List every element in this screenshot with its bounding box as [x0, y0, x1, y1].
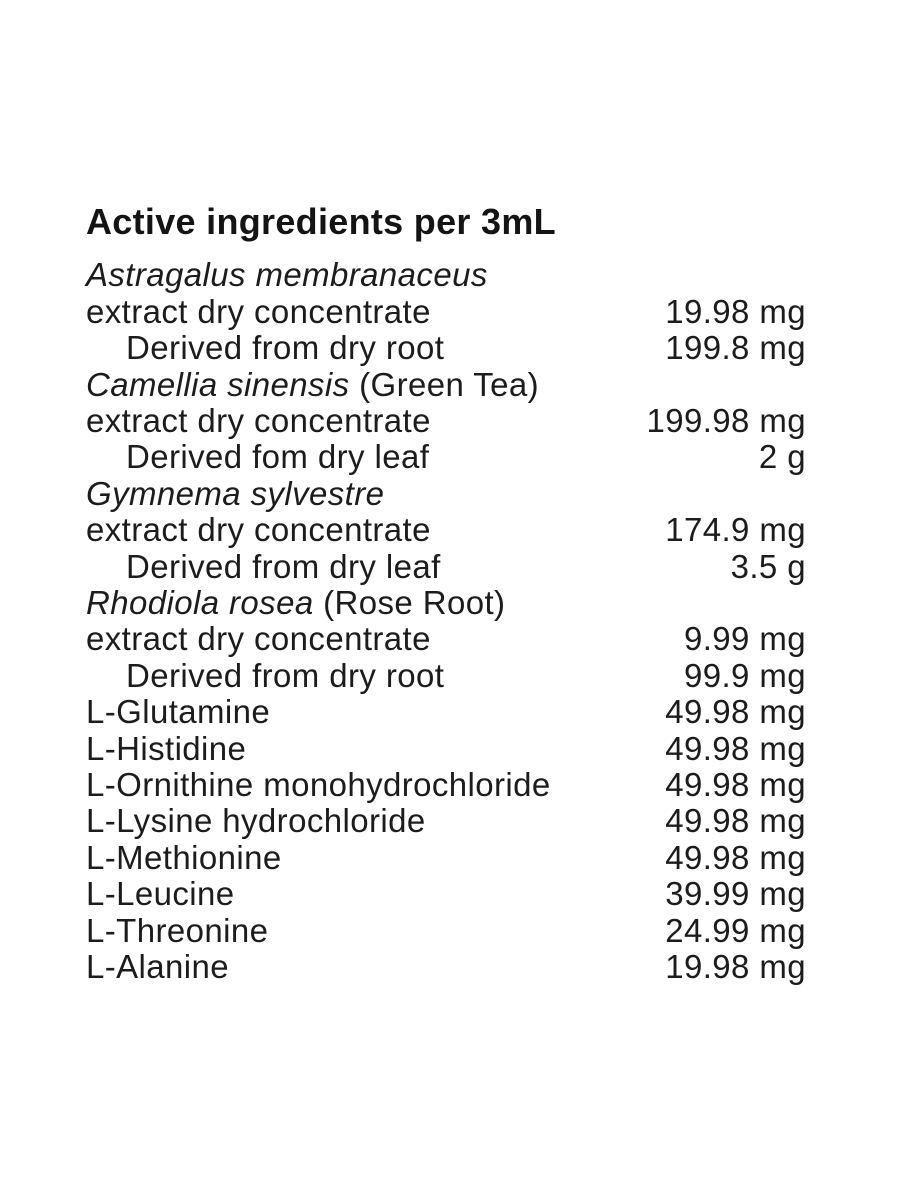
ingredient-name: [86, 621, 431, 657]
ingredient-name-text: Derived fom dry leaf: [126, 438, 430, 476]
ingredient-name: [86, 840, 282, 876]
latin-name: Rhodiola rosea: [86, 583, 314, 621]
ingredient-row: [86, 840, 806, 876]
ingredient-name-text: L-Methionine: [86, 838, 282, 876]
latin-name: Gymnema sylvestre: [86, 474, 385, 512]
ingredient-name-text: extract dry concentrate: [86, 511, 431, 549]
ingredient-name: [86, 803, 426, 839]
ingredient-name: [86, 476, 384, 512]
ingredient-name-text: L-Leucine: [86, 875, 235, 913]
ingredient-name: [86, 367, 539, 403]
ingredient-amount: 49.98 mg: [665, 693, 806, 731]
ingredient-row-species: [86, 585, 806, 621]
ingredient-amount: 19.98 mg: [665, 948, 806, 986]
ingredient-name: [86, 949, 229, 985]
ingredient-row: [86, 694, 806, 730]
ingredient-name: [86, 731, 246, 767]
ingredient-name-text: L-Alanine: [86, 948, 230, 986]
ingredient-amount: 9.99 mg: [683, 620, 806, 658]
ingredient-amount: 49.98 mg: [665, 766, 806, 803]
ingredient-row-species: [86, 476, 806, 512]
ingredient-row: [86, 767, 806, 803]
latin-name: Astragalus membranaceus: [86, 256, 488, 294]
ingredient-name: [86, 658, 444, 694]
ingredient-name-text: extract dry concentrate: [86, 292, 431, 330]
ingredient-name: [86, 876, 235, 912]
ingredient-name: [86, 913, 268, 949]
ingredient-name-text: Derived from dry root: [126, 656, 445, 694]
ingredient-amount: 199.8 mg: [665, 329, 806, 367]
ingredient-row-derived: [86, 439, 806, 475]
ingredient-amount: 24.99 mg: [665, 911, 806, 949]
ingredient-row: [86, 512, 806, 548]
ingredient-name-text: L-Histidine: [86, 729, 247, 767]
ingredient-name: [86, 767, 551, 803]
ingredient-amount: 49.98 mg: [665, 838, 806, 876]
ingredient-name: [86, 330, 444, 366]
ingredient-name: [86, 403, 431, 439]
ingredient-list: [86, 257, 806, 985]
ingredient-row-derived: [86, 330, 806, 366]
ingredient-name: [86, 257, 488, 293]
ingredient-row: [86, 621, 806, 657]
ingredient-amount: 49.98 mg: [665, 729, 806, 767]
ingredient-name: [86, 294, 431, 330]
ingredient-name-text: L-Threonine: [86, 911, 269, 949]
ingredient-amount: 99.9 mg: [683, 656, 806, 694]
ingredient-name: [86, 439, 429, 475]
ingredient-row: [86, 294, 806, 330]
ingredient-name-text: extract dry concentrate: [86, 620, 431, 658]
supplement-label-panel: [86, 202, 806, 985]
ingredient-name: [86, 694, 270, 730]
ingredient-amount: 174.9 mg: [665, 511, 806, 549]
latin-name: Camellia sinensis: [86, 365, 350, 403]
ingredient-name-text: extract dry concentrate: [86, 401, 431, 439]
ingredient-name-text: L-Lysine hydrochloride: [86, 802, 426, 840]
ingredient-name-text: Derived from dry root: [126, 329, 445, 367]
ingredient-name-text: L-Glutamine: [86, 693, 271, 731]
ingredient-row: [86, 876, 806, 912]
ingredient-row-species: [86, 257, 806, 293]
ingredient-amount: 49.98 mg: [665, 802, 806, 840]
ingredient-row: [86, 803, 806, 839]
ingredient-amount: 2 g: [758, 438, 806, 476]
ingredient-name-text: (Green Tea): [349, 365, 540, 403]
ingredient-row-species: [86, 367, 806, 403]
ingredient-row: [86, 731, 806, 767]
ingredient-name: [86, 585, 505, 621]
ingredient-amount: 3.5 g: [730, 547, 806, 585]
ingredient-name-text: L-Ornithine monohydrochloride: [86, 766, 551, 803]
ingredient-row-derived: [86, 658, 806, 694]
ingredient-row-derived: [86, 549, 806, 585]
ingredient-name-text: (Rose Root): [313, 583, 506, 621]
ingredient-name: [86, 549, 441, 585]
ingredient-row: [86, 913, 806, 949]
ingredient-row: [86, 949, 806, 985]
ingredient-amount: 39.99 mg: [665, 875, 806, 913]
ingredient-row: [86, 403, 806, 439]
ingredient-amount: 19.98 mg: [665, 292, 806, 330]
ingredient-amount: 199.98 mg: [646, 401, 806, 439]
panel-title: Active ingredients per 3mL: [86, 201, 556, 242]
ingredient-name-text: Derived from dry leaf: [126, 547, 441, 585]
ingredient-name: [86, 512, 431, 548]
